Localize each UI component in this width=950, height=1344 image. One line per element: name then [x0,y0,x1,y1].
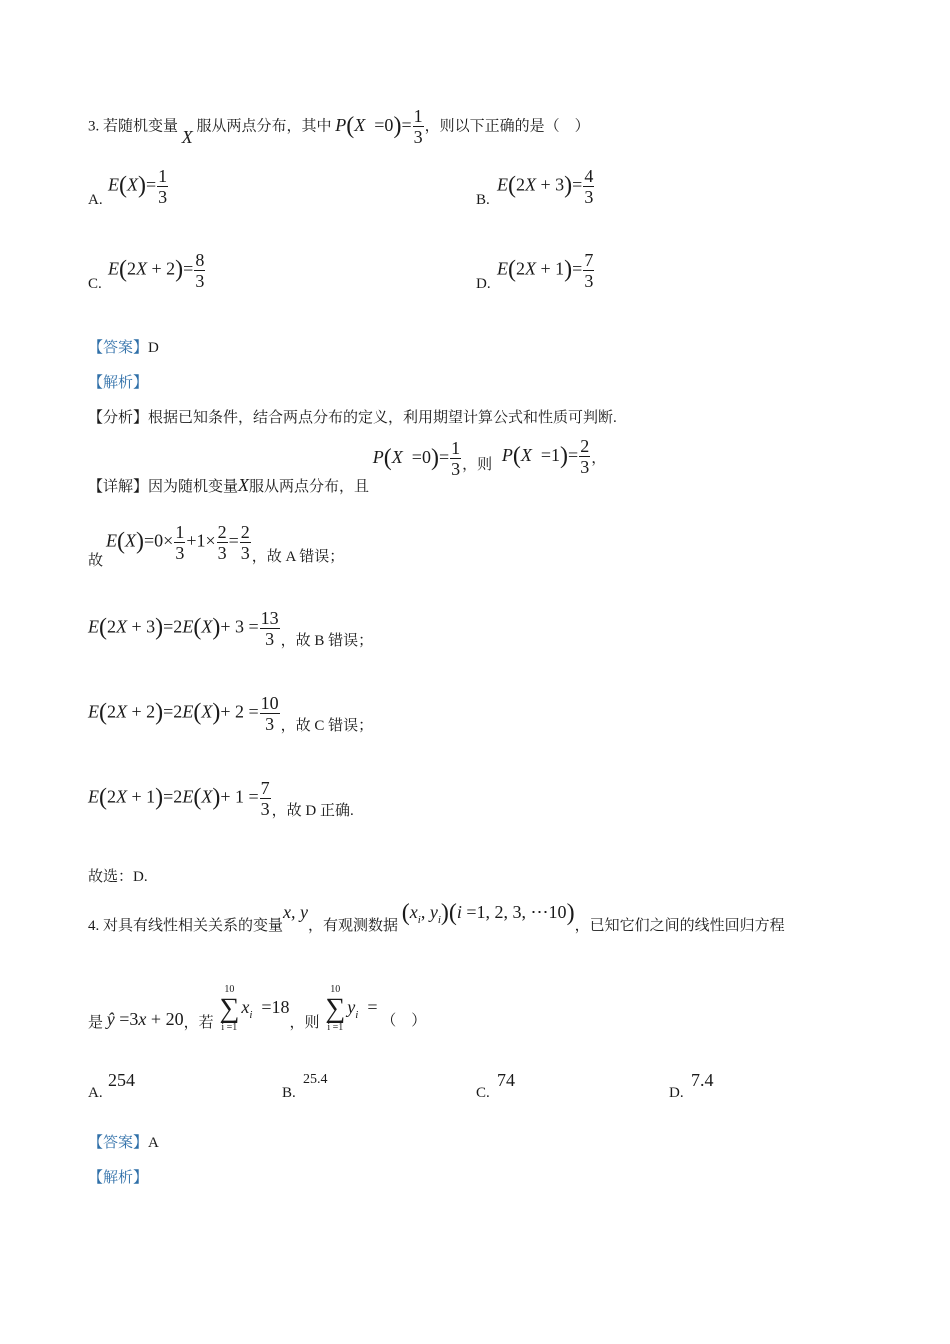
q4-analysis-tag: 【解析】 [88,1170,149,1186]
q4-stem-suffix: ，已知它们之间的线性回归方程 [574,918,785,934]
q4-line2 [88,984,426,1034]
q3-line-b: E(2X + 3)=2E(X)+ 3 = $\frac{13}{3}$ $_{,故 B 错误;}$ [88,608,374,649]
q4-sum-x: 10 ∑ i =1 $x_i =18$ [219,984,290,1033]
q3-option-b-expr: E(2X + 3)= $\frac{4}{3}$ [497,166,594,207]
fenxi-tag: 【分析】 [88,410,149,426]
q3-stem-mid: 服从两点分布，其中 [196,118,332,135]
q4-ruo: ，若 [183,1015,214,1032]
xiangjie-prefix: 因为随机变量 [148,478,239,495]
q3-option-a-expr: E(X)= $\frac{1}{3}$ [108,166,168,207]
q4-regression-eq: ŷ =3x + 20 [106,1009,184,1030]
q4-stem-mid: ，有观测数据 [308,918,399,934]
answer-value: D [148,340,159,356]
q4-option-a-label: A. [88,1085,103,1101]
q4-line2-prefix: 是 [88,1015,104,1032]
q4-option-a-value: 254 [108,1070,135,1090]
q3-option-d-label: D. [476,276,491,292]
q3-analysis-tag: 【解析】 [88,375,149,391]
q3-option-c-label: C. [88,276,102,292]
q4-stem [88,900,785,934]
line-d-end: ，故 D 正确. [271,802,354,819]
q3-answer [88,336,159,357]
answer-tag: 【答案】 [88,1135,149,1151]
line-a-end: ，故 A 错误； [251,548,345,565]
q4-option-c-value: 74 [497,1070,515,1090]
q3-stem-var: X [181,126,193,147]
q4-paren: （ ） [381,1013,427,1030]
q4-option-c-label: C. [476,1085,490,1101]
q3-gu: 故 [88,553,104,569]
q3-stem-prob: P(X =0)= $\frac{1}{3}$ [335,106,423,147]
q4-stem-prefix: 4. 对具有线性相关关系的变量 [88,918,284,934]
q4-data-set: ($x_i$, $y_i)(i =1$, 2, 3, ⋯10) [401,900,575,926]
q3-option-d-expr: E(2X + 1)= $\frac{7}{3}$ [497,250,594,291]
fenxi-text: 根据已知条件，结合两点分布的定义，利用期望计算公式和性质可判断. [148,410,617,426]
q4-sum-y: 10 ∑ i =1 $y_i$ = [325,984,378,1033]
q3-line-d: E(2X + 1)=2E(X)+ 1 = $\frac{7}{3}$ $_{,故 D 正确.}$ [88,778,354,819]
xiangjie-end: ， [591,450,607,467]
q4-option-b-label: B. [282,1085,296,1101]
q4-option-b-value: 25.4 [303,1072,328,1087]
answer-value: A [148,1135,159,1151]
q4-ze: ，则 [289,1015,320,1032]
q4-option-d-value: 7.4 [691,1070,714,1090]
q4-option-d-label: D. [669,1085,684,1101]
q4-stem-vars: x, y [283,902,308,922]
xiangjie-p0: P(X =0)= $\frac{1}{3}$ [372,438,461,479]
answer-tag: 【答案】 [88,340,149,356]
q3-option-a-label: A. [88,192,103,208]
q3-option-c-expr: E(2X + 2)= $\frac{8}{3}$ [108,250,205,291]
line-b-end: ，故 B 错误； [280,632,374,649]
q3-option-b-label: B. [476,192,490,208]
xiangjie-then: ，则 [462,456,493,473]
q3-fenxi [88,406,617,427]
q3-stem [88,106,590,147]
q3-xiangjie: 【详解】因为随机变量X服从两点分布，且 P(X =0)= $\frac{1}{3}$ ，则 P(X =1)= $\frac{2}{3}$ ， [88,436,607,495]
xiangjie-p1: P(X =1)= $\frac{2}{3}$ [501,436,590,477]
q3-line-a: E(X)=0× $\frac{1}{3}$ +1× $\frac{2}{3}$ = $\frac{2}{3}$ $_{,故 A 错误;}$ [106,522,345,565]
q4-answer [88,1131,159,1152]
q3-stem-suffix: ，则以下正确的是（ ） [424,118,590,135]
q3-line-c: E(2X + 2)=2E(X)+ 2 = $\frac{10}{3}$ $_{,故 C 错误;}$ [88,693,374,734]
xiangjie-tag: 【详解】 [88,478,149,495]
q3-stem-prefix: 3. 若随机变量 [88,118,179,135]
q3-conclusion: 故选：D. [88,869,148,885]
xiangjie-mid: 服从两点分布，且 [249,478,370,495]
line-c-end: ，故 C 错误； [280,717,374,734]
